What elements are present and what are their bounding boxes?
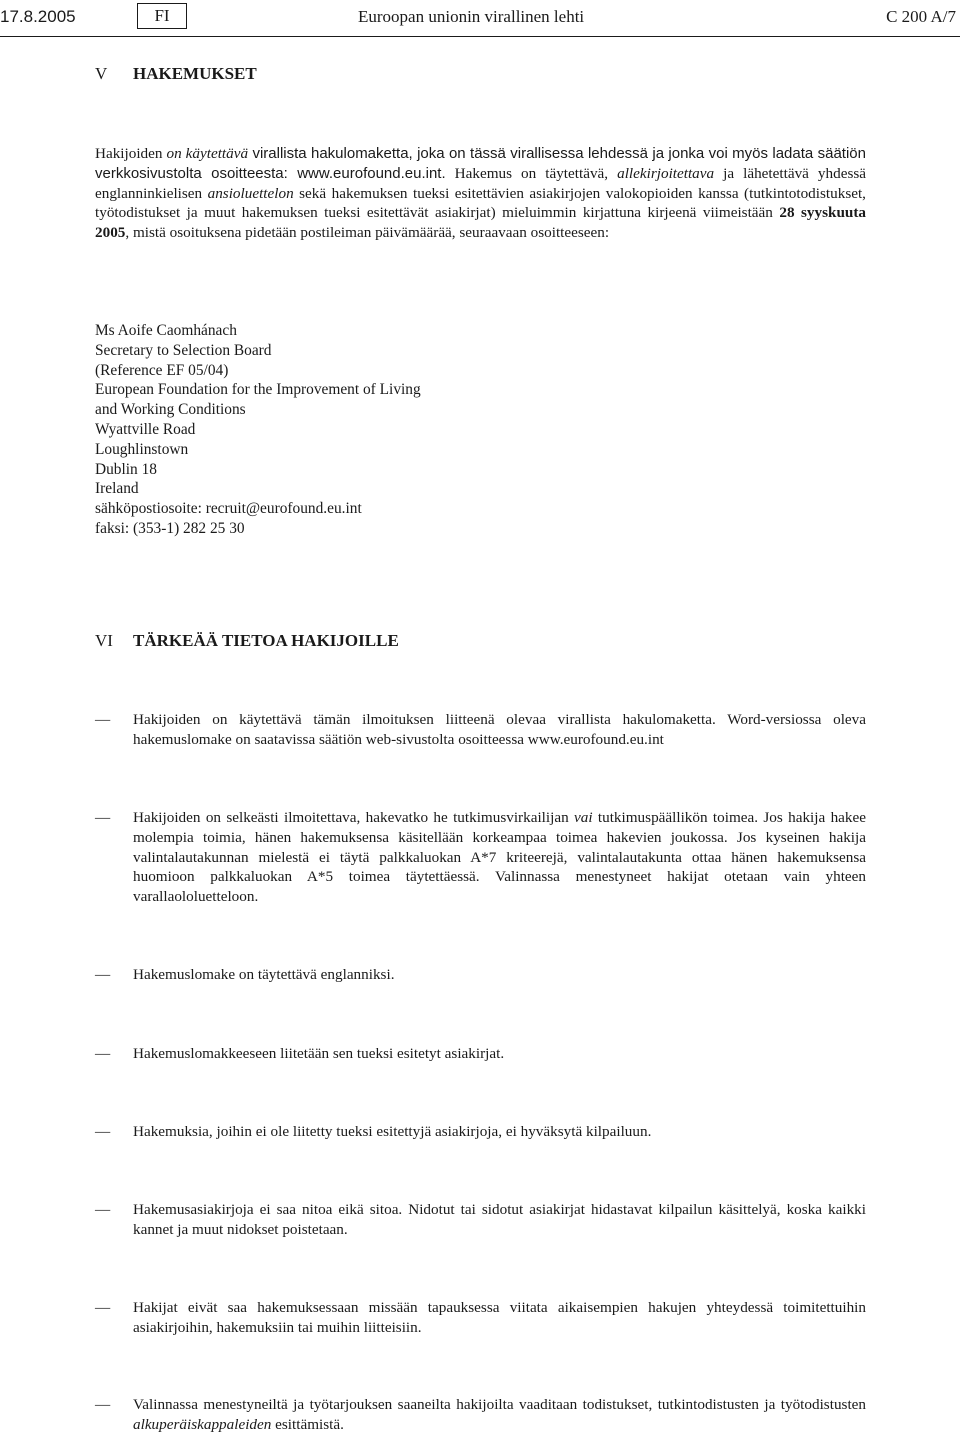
application-instructions-paragraph xyxy=(95,144,866,243)
list-item-text: Hakemusasiakirjoja ei saa nitoa eikä sitoa. Nidotut tai sidotut asiakirjat hidastavat kilpailun käsittelyä, koska kaikki kannet ja muut nidokset poistetaan. xyxy=(133,1201,866,1238)
list-item xyxy=(95,710,866,750)
address-line: and Working Conditions xyxy=(95,401,246,419)
postal-address-block xyxy=(95,321,421,539)
section-title: TÄRKEÄÄ TIETOA HAKIJOILLE xyxy=(133,631,399,650)
list-item-text-part: tutkimuspäällikön toimea. Jos hakija hakee molempia toimia, hänen hakemuksensa käsitellään korkeampaa toimea hakevien joukossa. Jos kyseinen hakija valintalautakunnan mielestä ei täytä palkkaluokan A*7 kriteerejä, valintalautakunta ottaa hänen hakemuksensa huomioon palkkaluokan A*5 toimea täytettäessä. Valinnassa menestyneet hakijat otetaan vain yhteen varallaololuetteloon. xyxy=(133,809,866,906)
email-line: sähköpostiosoite: recruit@eurofound.eu.int xyxy=(95,500,362,518)
page-reference: C 200 A/7 xyxy=(886,7,956,26)
intro-text: Hakemus on täytettävä, xyxy=(445,164,618,182)
address-line: Ms Aoife Caomhánach xyxy=(95,322,237,339)
address-line: (Reference EF 05/04) xyxy=(95,361,229,379)
intro-emphasis: allekirjoitettava xyxy=(617,164,715,182)
section-number: VI xyxy=(95,631,113,650)
list-item xyxy=(95,1395,866,1435)
address-line: Ireland xyxy=(95,480,139,498)
language-badge: FI xyxy=(137,3,187,29)
publication-date: 17.8.2005 xyxy=(0,7,76,26)
dash-marker: — xyxy=(95,1299,111,1316)
list-item-text: Hakemuslomake on täytettävä englanniksi. xyxy=(133,966,395,983)
fax-line: faksi: (353-1) 282 25 30 xyxy=(95,519,245,537)
section-vi-heading xyxy=(95,631,399,651)
section-number: V xyxy=(95,64,108,83)
list-item xyxy=(95,965,866,985)
dash-marker: — xyxy=(95,809,111,826)
intro-text: , mistä osoituksena pidetään postileiman päivämäärää, seuraavaan osoitteeseen: xyxy=(125,224,610,242)
dash-marker: — xyxy=(95,1045,111,1062)
journal-title: Euroopan unionin virallinen lehti xyxy=(358,7,585,26)
list-item xyxy=(95,1122,866,1142)
dash-marker: — xyxy=(95,1201,111,1218)
list-item-text-part: Valinnassa menestyneiltä ja työtarjouksen saaneilta hakijoilta vaaditaan todistukset, tutkintodistusten ja työtodistusten xyxy=(133,1396,866,1413)
header-divider xyxy=(0,36,960,37)
address-line: Dublin 18 xyxy=(95,460,157,478)
address-line: European Foundation for the Improvement of Living xyxy=(95,381,421,399)
dash-marker: — xyxy=(95,1396,111,1413)
list-item-emphasis: vai xyxy=(574,809,593,826)
intro-text: sekä hakemuksen tueksi esitettävien asiakirjojen valokopioiden kanssa (tutkintotodistukset, työtodistukset ja muut hakemuksen tueksi esitettävät asiakirjat) mieluimmin kirjattuna kirjeenä viimeistään xyxy=(95,184,866,222)
list-item-text: Hakemuslomakkeeseen liitetään sen tueksi esitetyt asiakirjat. xyxy=(133,1045,505,1062)
list-item-text-part: esittämistä. xyxy=(271,1415,344,1433)
list-item-text-part: Hakijoiden on selkeästi ilmoitettava, hakevatko he tutkimusvirkailijan xyxy=(133,809,574,826)
intro-emphasis: on käytettävä xyxy=(166,145,249,162)
dash-marker: — xyxy=(95,1123,111,1140)
section-v-heading xyxy=(95,64,257,84)
intro-emphasis: ansioluettelon xyxy=(207,184,294,202)
list-item xyxy=(95,808,866,907)
list-item-text xyxy=(133,1395,866,1435)
list-item xyxy=(95,1298,866,1338)
dash-marker: — xyxy=(95,711,111,728)
journal-header xyxy=(0,0,960,40)
section-title: HAKEMUKSET xyxy=(133,64,257,83)
list-item xyxy=(95,1200,866,1240)
list-item xyxy=(95,1044,866,1064)
intro-text: Hakijoiden xyxy=(95,145,167,162)
intro-text: ja lähetettävä yhdessä englanninkielisen xyxy=(95,164,867,202)
dash-marker: — xyxy=(95,966,111,983)
list-item-text: Hakijoiden on käytettävä tämän ilmoituksen liitteenä olevaa virallista hakulomaketta. Word-versiossa oleva hakemuslomake on saatavissa säätiön web-sivustolta osoitteessa www.eurofound.eu.int xyxy=(133,711,866,748)
list-item-text: Hakemuksia, joihin ei ole liitetty tueksi esitettyjä asiakirjoja, ei hyväksytä kilpailuun. xyxy=(133,1123,652,1140)
address-line: Loughlinstown xyxy=(95,440,189,458)
list-item-text xyxy=(133,808,866,907)
deadline-date: 28 syyskuuta 2005 xyxy=(95,204,867,242)
address-line: Secretary to Selection Board xyxy=(95,341,272,359)
address-line: Wyattville Road xyxy=(95,420,196,438)
list-item-text: Hakijat eivät saa hakemuksessaan missään tapauksessa viitata aikaisempien hakujen yhteydessä toimitettuihin asiakirjoihin, hakemuksiin tai muihin liitteisiin. xyxy=(133,1299,866,1336)
list-item-emphasis: alkuperäiskappaleiden xyxy=(133,1415,272,1433)
intro-text: virallista hakulomaketta, joka on tässä virallisessa lehdessä ja jonka voi myös ladata säätiön verkkosivustolta osoitteesta: www.eurofound.eu.int. xyxy=(95,145,866,182)
